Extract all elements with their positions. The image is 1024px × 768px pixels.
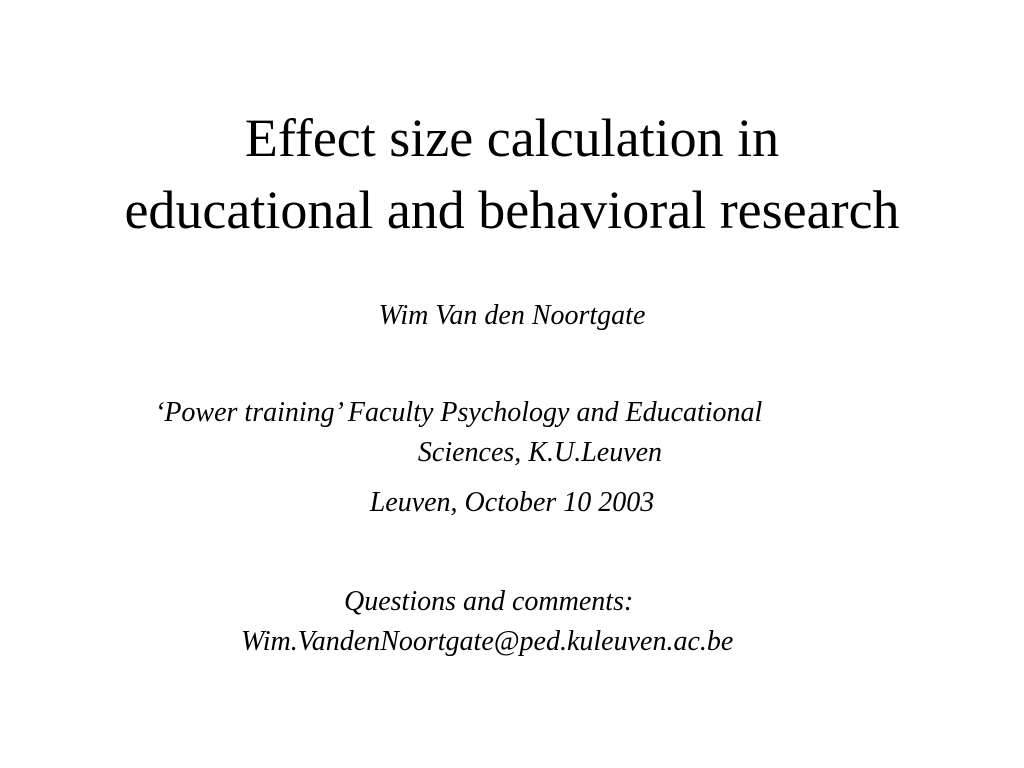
contact-email: Wim.VandenNoortgate@ped.kuleuven.ac.be xyxy=(241,626,734,657)
contact-block xyxy=(0,582,1024,662)
author-name: Wim Van den Noortgate xyxy=(378,300,646,331)
affiliation-line-2: Sciences, K.U.Leuven xyxy=(417,437,663,468)
presentation-date: Leuven, October 10 2003 xyxy=(369,487,655,518)
affiliation xyxy=(140,393,900,473)
title-line-2: educational and behavioral research xyxy=(124,180,900,240)
slide-title xyxy=(0,102,1024,246)
questions-label: Questions and comments: xyxy=(344,586,634,617)
title-line-1: Effect size calculation in xyxy=(244,108,780,168)
affiliation-line-1: ‘Power training’ Faculty Psychology and Educational xyxy=(155,397,763,428)
